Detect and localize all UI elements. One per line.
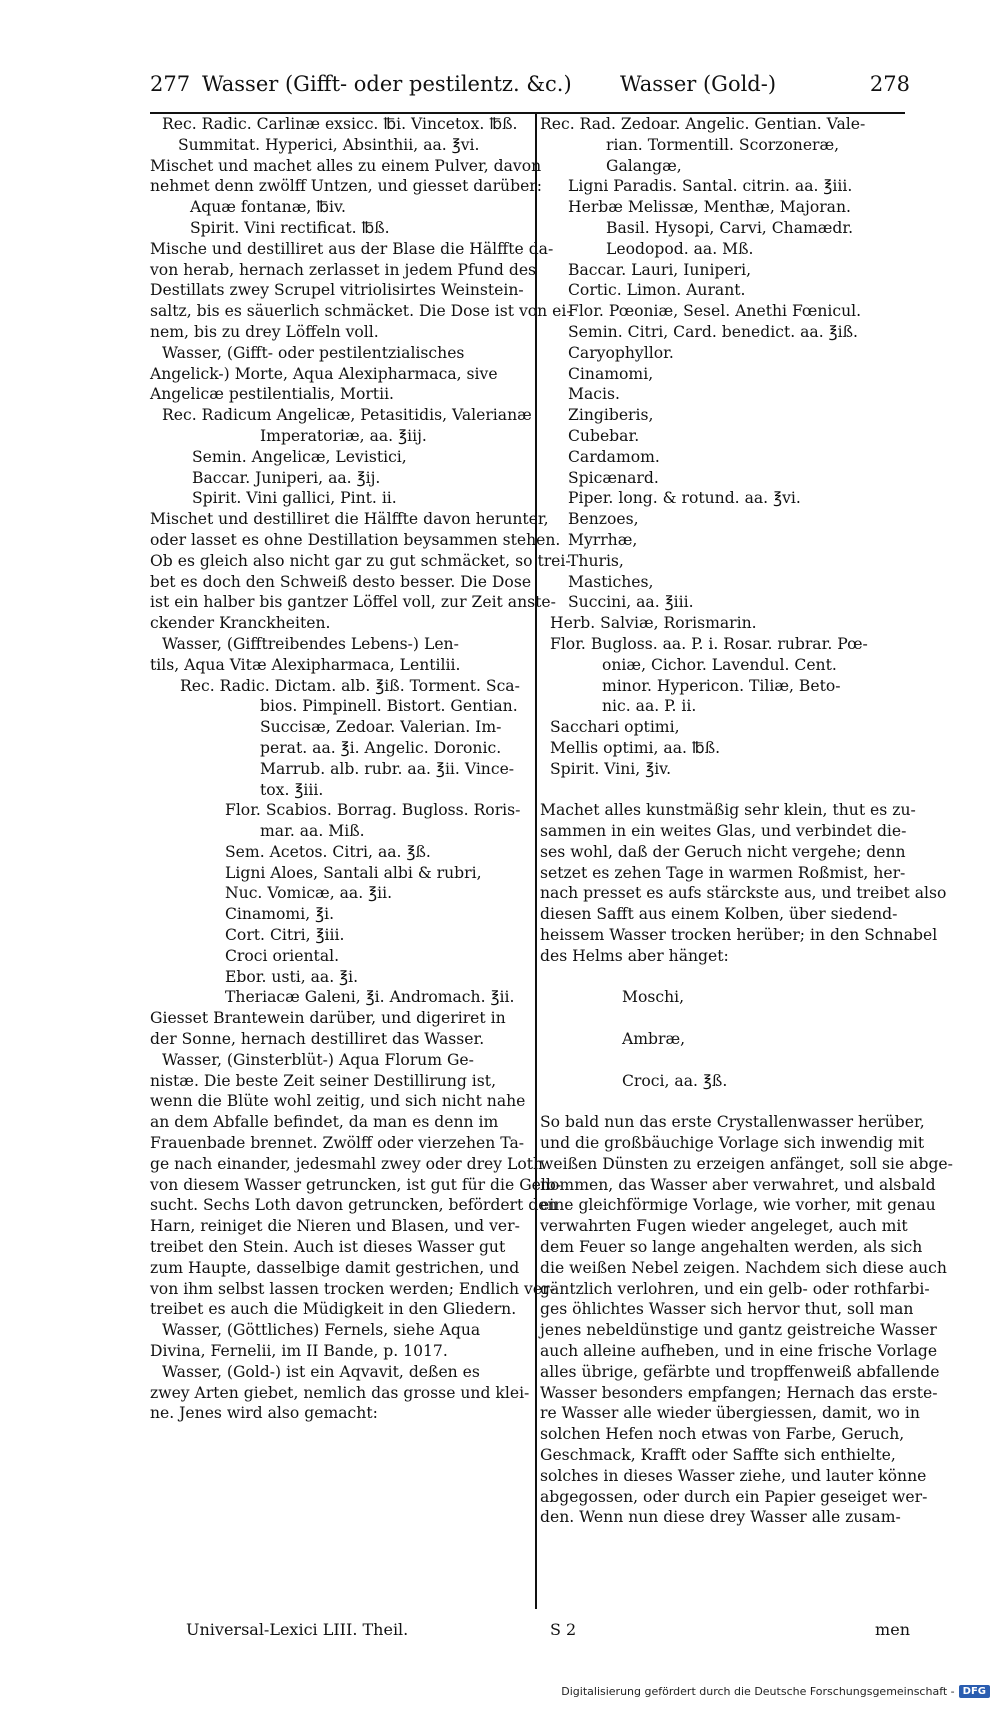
text-line: Caryophyllor.: [568, 343, 674, 362]
text-line: Mischet und destilliret die Hälffte davon herunter,: [150, 510, 549, 529]
text-line: nach presset es aufs stärckste aus, und treibet also: [540, 884, 947, 903]
left-column: [150, 114, 572, 1424]
text-line: re Wasser alle wieder übergiessen, damit, wo in: [540, 1404, 920, 1423]
text-line: Cardamom.: [568, 447, 660, 466]
text-line: treibet den Stein. Auch ist dieses Wasser gut: [150, 1238, 506, 1257]
text-line: [540, 1050, 910, 1071]
text-line: Rec. Radicum Angelicæ, Petasitidis, Valerianæ: [162, 406, 532, 425]
text-line: gäntzlich verlohren, und ein gelb- oder rothfarbi-: [540, 1279, 930, 1298]
text-line: Mastiches,: [568, 572, 654, 591]
text-line: solches in dieses Wasser ziehe, und lauter könne: [540, 1466, 927, 1485]
text-line: nic. aa. P. ii.: [602, 697, 697, 716]
catchword: men: [875, 1620, 910, 1639]
text-line: nistæ. Die beste Zeit seiner Destillirung ist,: [150, 1071, 497, 1090]
text-line: Leodopod. aa. Mß.: [606, 239, 754, 258]
text-line: [540, 1091, 910, 1112]
text-line: Divina, Fernelii, im II Bande, p. 1017.: [150, 1342, 448, 1361]
text-line: [540, 1008, 910, 1029]
text-line: So bald nun das erste Crystallenwasser herüber,: [540, 1113, 925, 1132]
text-line: Mischet und machet alles zu einem Pulver, davon: [150, 156, 542, 175]
text-line: Ebor. usti, aa. ℥i.: [225, 967, 359, 986]
text-line: Flor. Pœoniæ, Sesel. Anethi Fœnicul.: [568, 302, 862, 321]
text-line: Aquæ fontanæ, ℔iv.: [190, 198, 346, 217]
text-line: Summitat. Hyperici, Absinthii, aa. ℥vi.: [178, 135, 480, 154]
right-page-number: 278: [869, 72, 910, 96]
text-line: Baccar. Lauri, Iuniperi,: [568, 260, 752, 279]
text-line: wenn die Blüte wohl zeitig, und sich nicht nahe: [150, 1092, 526, 1111]
text-line: Succisæ, Zedoar. Valerian. Im-: [260, 718, 502, 737]
text-line: Spirit. Vini, ℥iv.: [550, 759, 672, 778]
running-header: [150, 72, 910, 104]
text-line: Angelick-) Morte, Aqua Alexipharmaca, sive: [150, 364, 498, 383]
text-line: zum Haupte, dasselbige damit gestrichen, und: [150, 1258, 520, 1277]
text-line: setzet es zehen Tage in warmen Roßmist, her-: [540, 863, 906, 882]
text-line: saltz, bis es säuerlich schmäcket. Die Dose ist von ei-: [150, 302, 572, 321]
text-line: von herab, hernach zerlasset in jedem Pfund des: [150, 260, 537, 279]
text-line: Sem. Acetos. Citri, aa. ℥ß.: [225, 842, 431, 861]
text-line: Harn, reiniget die Nieren und Blasen, und ver-: [150, 1217, 520, 1236]
text-line: Angelicæ pestilentialis, Mortii.: [150, 385, 395, 404]
text-line: Rec. Radic. Carlinæ exsicc. ℔i. Vincetox. ℔ß.: [162, 115, 518, 133]
text-line: oder lasset es ohne Destillation beysammen stehen.: [150, 530, 561, 549]
text-line: Cubebar.: [568, 426, 640, 445]
text-line: ist ein halber bis gantzer Löffel voll, zur Zeit anste-: [150, 593, 556, 612]
text-line: Herbæ Melissæ, Menthæ, Majoran.: [568, 198, 851, 217]
text-line: Flor. Scabios. Borrag. Bugloss. Roris-: [225, 801, 521, 820]
text-line: von diesem Wasser getruncken, ist gut für die Gelb-: [150, 1175, 562, 1194]
text-line: von ihm selbst lassen trocken werden; Endlich ver-: [150, 1279, 555, 1298]
text-line: [540, 780, 910, 801]
right-running-title: Wasser (Gold-): [620, 72, 777, 96]
text-line: und die großbäuchige Vorlage sich inwendig mit: [540, 1134, 925, 1153]
text-line: ne. Jenes wird also gemacht:: [150, 1404, 378, 1423]
signature-mark: S 2: [550, 1620, 577, 1639]
text-line: sucht. Sechs Loth davon getruncken, befördert den: [150, 1196, 558, 1215]
text-line: Wasser, (Gold-) ist ein Aqvavit, deßen es: [162, 1362, 480, 1381]
text-line: Ob es gleich also nicht gar zu gut schmäcket, so trei-: [150, 551, 571, 570]
text-line: Moschi,: [622, 988, 685, 1007]
text-line: Geschmack, Krafft oder Saffte sich enthielte,: [540, 1446, 896, 1464]
text-line: nem, bis zu drey Löffeln voll.: [150, 322, 379, 341]
text-line: Zingiberis,: [568, 406, 654, 425]
text-line: [540, 967, 910, 988]
text-line: der Sonne, hernach destilliret das Wasser.: [150, 1030, 485, 1049]
text-line: zwey Arten giebet, nemlich das grosse und klei-: [150, 1383, 530, 1402]
text-line: an dem Abfalle befindet, da man es denn im: [150, 1113, 499, 1132]
text-line: verwahrten Fugen wieder angeleget, auch mit: [540, 1217, 908, 1236]
text-line: Wasser, (Gifft- oder pestilentzialisches: [162, 343, 465, 362]
left-running-title: Wasser (Gifft- oder pestilentz. &c.): [202, 72, 572, 96]
text-line: des Helms aber hänget:: [540, 946, 729, 965]
text-line: Giesset Brantewein darüber, und digeriret in: [150, 1009, 506, 1028]
text-line: heissem Wasser trocken herüber; in den Schnabel: [540, 926, 938, 945]
text-line: ges öhlichtes Wasser sich hervor thut, soll man: [540, 1300, 914, 1319]
text-line: bios. Pimpinell. Bistort. Gentian.: [260, 697, 518, 716]
text-line: auch alleine aufheben, und in eine frische Vorlage: [540, 1342, 938, 1361]
page-footer: [150, 1620, 910, 1644]
text-line: Theriacæ Galeni, ℥i. Andromach. ℥ii.: [225, 988, 515, 1007]
text-line: ckender Kranckheiten.: [150, 614, 331, 633]
text-line: Basil. Hysopi, Carvi, Chamædr.: [606, 218, 854, 237]
text-line: Cinamomi,: [568, 364, 654, 383]
text-line: weißen Dünsten zu erzeigen anfänget, soll sie abge-: [540, 1154, 953, 1173]
text-line: Spicænard.: [568, 468, 659, 487]
text-line: Mische und destilliret aus der Blase die Hälffte da-: [150, 239, 554, 258]
text-line: Piper. long. & rotund. aa. ℥vi.: [568, 489, 801, 508]
text-line: Succini, aa. ℥iii.: [568, 593, 694, 612]
text-line: Rec. Radic. Dictam. alb. ℥iß. Torment. Sca-: [180, 676, 520, 695]
volume-line: Universal-Lexici LIII. Theil.: [186, 1620, 409, 1639]
text-line: nehmet denn zwölff Untzen, und giesset darüber:: [150, 177, 543, 196]
text-line: Wasser, (Göttliches) Fernels, siehe Aqua: [162, 1321, 481, 1340]
text-line: Frauenbade brennet. Zwölff oder vierzehen Ta-: [150, 1134, 525, 1153]
text-line: Sacchari optimi,: [550, 718, 680, 737]
text-line: Cort. Citri, ℥iii.: [225, 926, 345, 945]
text-line: Herb. Salviæ, Rorismarin.: [550, 614, 757, 633]
text-line: Ligni Paradis. Santal. citrin. aa. ℥iii.: [568, 177, 853, 196]
text-line: eine gleichförmige Vorlage, wie vorher, mit genau: [540, 1196, 936, 1215]
text-line: abgegossen, oder durch ein Papier geseiget wer-: [540, 1487, 928, 1506]
text-line: solchen Hefen noch etwas von Farbe, Geruch,: [540, 1425, 905, 1444]
text-line: Nuc. Vomicæ, aa. ℥ii.: [225, 884, 393, 903]
text-line: Ambræ,: [622, 1030, 686, 1049]
text-line: oniæ, Cichor. Lavendul. Cent.: [602, 655, 837, 674]
digitization-text: Digitalisierung gefördert durch die Deutsche Forschungsgemeinschaft -: [561, 1685, 955, 1698]
digitization-credit: [561, 1685, 990, 1698]
text-line: Machet alles kunstmäßig sehr klein, thut es zu-: [540, 801, 916, 820]
text-line: nommen, das Wasser aber verwahret, und alsbald: [540, 1175, 936, 1194]
text-line: Baccar. Juniperi, aa. ℥ij.: [192, 468, 381, 487]
right-column: [540, 114, 953, 1528]
text-line: Croci oriental.: [225, 946, 340, 965]
text-line: Croci, aa. ℥ß.: [622, 1071, 728, 1090]
dfg-logo: DFG: [959, 1685, 990, 1698]
text-line: die weißen Nebel zeigen. Nachdem sich diese auch: [540, 1258, 947, 1277]
column-divider: [535, 114, 537, 1609]
text-line: Cinamomi, ℥i.: [225, 905, 335, 924]
text-line: Wasser, (Ginsterblüt-) Aqua Florum Ge-: [162, 1050, 474, 1069]
left-page-number: 277: [150, 72, 191, 96]
text-line: jenes nebeldünstige und gantz geistreiche Wasser: [540, 1321, 937, 1340]
text-line: Myrrhæ,: [568, 530, 638, 549]
text-line: Mellis optimi, aa. ℔ß.: [550, 738, 721, 757]
text-line: Spirit. Vini rectificat. ℔ß.: [190, 218, 390, 237]
text-line: Flor. Bugloss. aa. P. i. Rosar. rubrar. Pœ-: [550, 634, 868, 653]
text-line: dem Feuer so lange angehalten werden, als sich: [540, 1238, 923, 1257]
text-line: Benzoes,: [568, 510, 639, 529]
text-line: Macis.: [568, 385, 620, 404]
text-line: Spirit. Vini gallici, Pint. ii.: [192, 489, 397, 508]
text-line: Galangæ,: [606, 156, 682, 175]
text-line: Semin. Angelicæ, Levistici,: [192, 447, 407, 466]
text-line: Destillats zwey Scrupel vitriolisirtes Weinstein-: [150, 281, 524, 300]
text-line: Cortic. Limon. Aurant.: [568, 281, 746, 300]
text-line: tox. ℥iii.: [260, 780, 324, 799]
text-line: treibet es auch die Müdigkeit in den Gliedern.: [150, 1300, 517, 1319]
text-line: diesen Safft aus einem Kolben, über siedend-: [540, 905, 898, 924]
text-line: ge nach einander, jedesmahl zwey oder drey Loth: [150, 1154, 544, 1173]
text-line: perat. aa. ℥i. Angelic. Doronic.: [260, 738, 502, 757]
text-line: Wasser, (Gifftreibendes Lebens-) Len-: [162, 634, 459, 653]
text-line: Imperatoriæ, aa. ℥iij.: [260, 426, 427, 445]
text-line: bet es doch den Schweiß desto besser. Die Dose: [150, 572, 532, 591]
text-line: Marrub. alb. rubr. aa. ℥ii. Vince-: [260, 759, 515, 778]
text-line: sammen in ein weites Glas, und verbindet die-: [540, 822, 907, 841]
text-line: minor. Hypericon. Tiliæ, Beto-: [602, 676, 841, 695]
text-line: Rec. Rad. Zedoar. Angelic. Gentian. Vale-: [540, 115, 866, 133]
text-line: mar. aa. Miß.: [260, 822, 365, 841]
text-line: ses wohl, daß der Geruch nicht vergehe; denn: [540, 842, 906, 861]
text-line: alles übrige, gefärbte und tropffenweiß abfallende: [540, 1362, 940, 1381]
text-line: Semin. Citri, Card. benedict. aa. ℥iß.: [568, 322, 858, 341]
text-line: tils, Aqua Vitæ Alexipharmaca, Lentilii.: [150, 655, 461, 674]
text-line: Wasser besonders empfangen; Hernach das erste-: [540, 1383, 938, 1402]
text-line: rian. Tormentill. Scorzoneræ,: [606, 135, 840, 154]
text-line: Ligni Aloes, Santali albi & rubri,: [225, 863, 482, 882]
text-line: Thuris,: [568, 551, 624, 570]
text-line: den. Wenn nun diese drey Wasser alle zusam-: [540, 1508, 901, 1527]
